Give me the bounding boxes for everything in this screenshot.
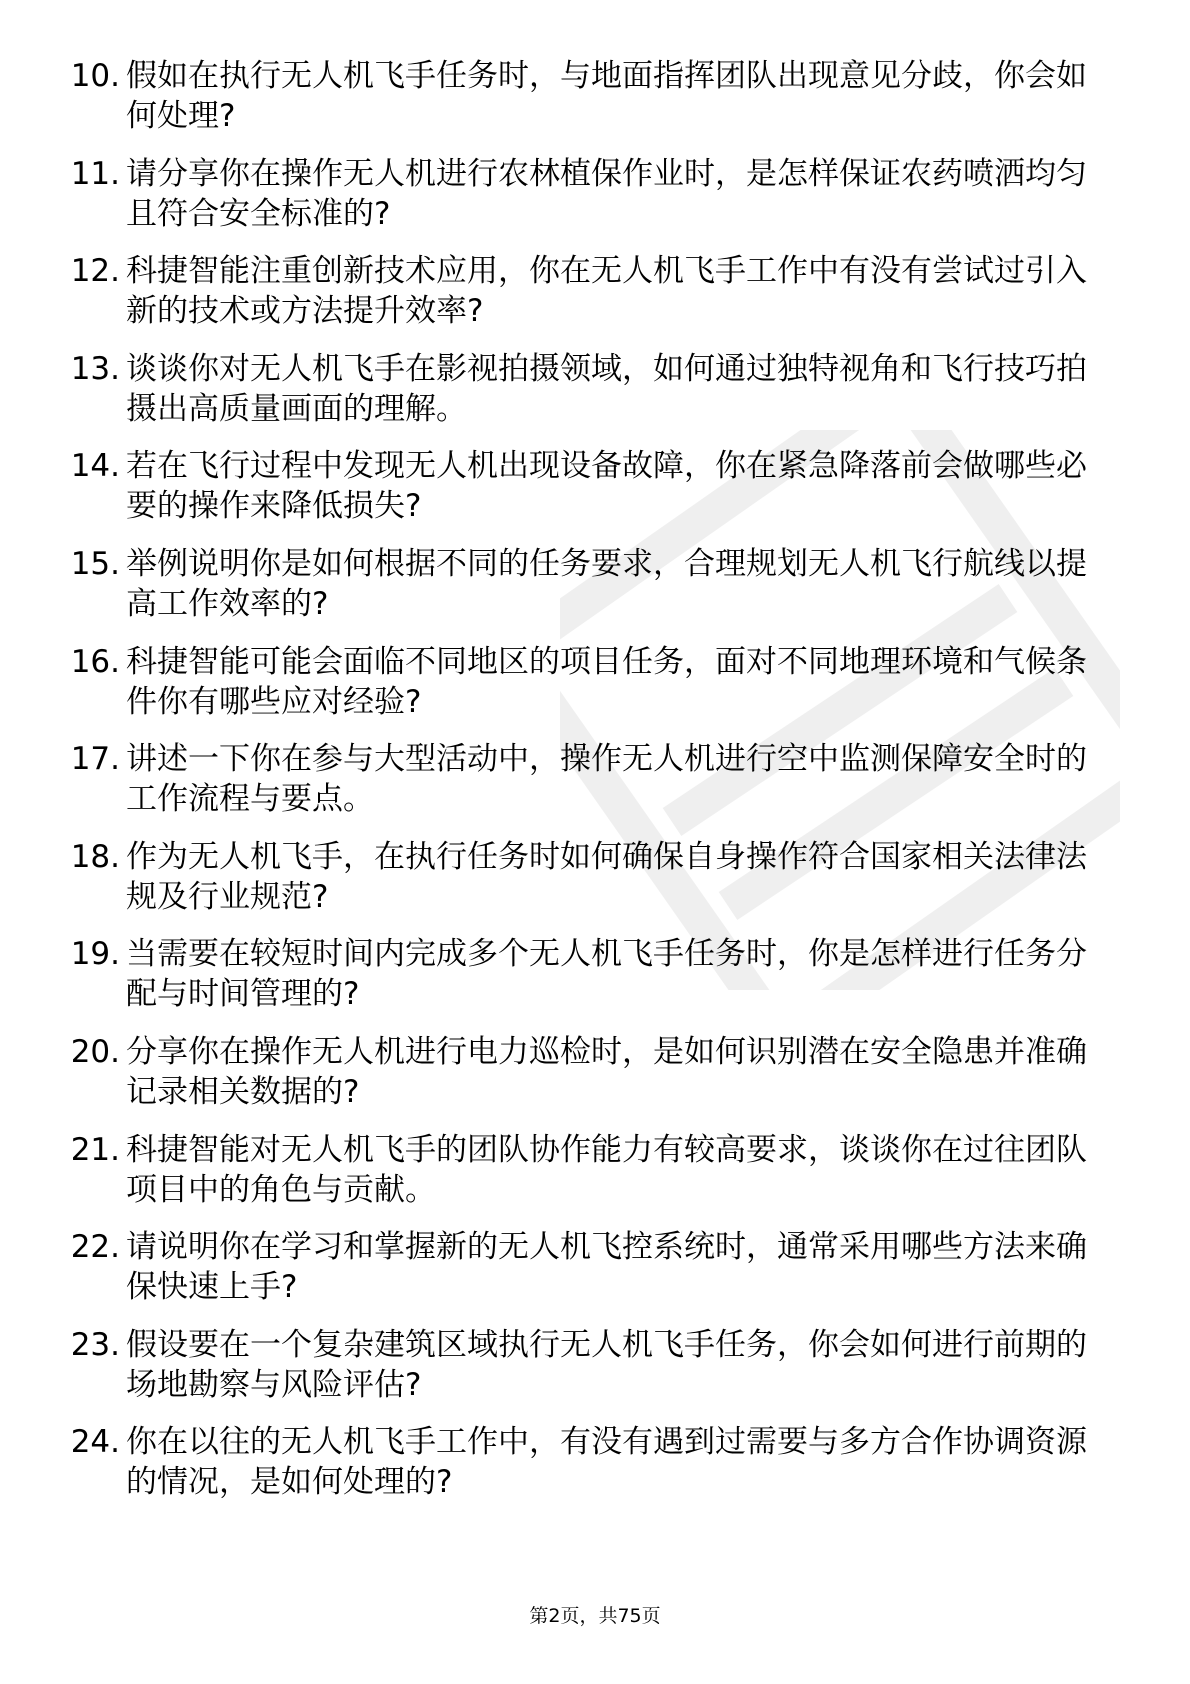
question-text: 你在以往的无人机飞手工作中，有没有遇到过需要与多方合作协调资源的情况，是如何处理的?: [126, 1424, 1087, 1501]
question-number: 17.: [70, 741, 120, 778]
question-item: [58, 251, 1108, 349]
question-text: 讲述一下你在参与大型活动中，操作无人机进行空中监测保障安全时的工作流程与要点。: [126, 741, 1087, 818]
question-item: [58, 1325, 1108, 1423]
question-item: [58, 1032, 1108, 1130]
question-item: [58, 642, 1108, 740]
question-number: 24.: [70, 1424, 120, 1461]
question-text: 假如在执行无人机飞手任务时，与地面指挥团队出现意见分歧，你会如何处理?: [126, 58, 1087, 134]
question-number: 23.: [70, 1326, 120, 1363]
question-text: 科捷智能注重创新技术应用，你在无人机飞手工作中有没有尝试过引入新的技术或方法提升效率?: [126, 253, 1087, 330]
question-number: 16.: [70, 643, 120, 680]
question-text: 谈谈你对无人机飞手在影视拍摄领域，如何通过独特视角和飞行技巧拍摄出高质量画面的理解。: [126, 350, 1087, 427]
question-item: [58, 154, 1108, 252]
question-text: 请说明你在学习和掌握新的无人机飞控系统时，通常采用哪些方法来确保快速上手?: [126, 1229, 1087, 1306]
question-number: 20.: [70, 1033, 120, 1070]
question-text: 假设要在一个复杂建筑区域执行无人机飞手任务，你会如何进行前期的场地勘察与风险评估?: [126, 1326, 1087, 1403]
question-number: 22.: [70, 1229, 120, 1266]
question-text: 科捷智能对无人机飞手的团队协作能力有较高要求，谈谈你在过往团队项目中的角色与贡献。: [126, 1131, 1087, 1208]
question-number: 18.: [70, 838, 120, 875]
question-number: 15.: [70, 545, 120, 582]
question-number: 21.: [70, 1131, 120, 1168]
question-text: 作为无人机飞手，在执行任务时如何确保自身操作符合国家相关法律法规及行业规范?: [126, 838, 1087, 915]
question-text: 科捷智能可能会面临不同地区的项目任务，面对不同地理环境和气候条件你有哪些应对经验?: [126, 643, 1087, 720]
question-number: 12.: [70, 253, 120, 290]
question-text: 若在飞行过程中发现无人机出现设备故障，你在紧急降落前会做哪些必要的操作来降低损失?: [126, 448, 1087, 525]
question-item: [58, 1422, 1108, 1520]
question-text: 当需要在较短时间内完成多个无人机飞手任务时，你是怎样进行任务分配与时间管理的?: [126, 936, 1087, 1013]
question-text: 分享你在操作无人机进行电力巡检时，是如何识别潜在安全隐患并准确记录相关数据的?: [126, 1033, 1087, 1110]
question-item: [58, 349, 1108, 447]
question-item: [58, 446, 1108, 544]
question-item: [58, 837, 1108, 935]
page-footer: 第2页，共75页: [529, 1605, 661, 1627]
question-item: [58, 56, 1108, 154]
question-item: [58, 934, 1108, 1032]
question-item: [58, 1227, 1108, 1325]
question-item: [58, 544, 1108, 642]
question-item: [58, 739, 1108, 837]
question-number: 10.: [70, 58, 120, 94]
question-text: 请分享你在操作无人机进行农林植保作业时，是怎样保证农药喷洒均匀且符合安全标准的?: [126, 155, 1087, 232]
question-item: [58, 1130, 1108, 1228]
question-text: 举例说明你是如何根据不同的任务要求，合理规划无人机飞行航线以提高工作效率的?: [126, 545, 1087, 622]
question-number: 14.: [70, 448, 120, 485]
question-list: [58, 56, 1108, 1520]
question-number: 19.: [70, 936, 120, 973]
question-number: 11.: [70, 155, 120, 192]
question-number: 13.: [70, 350, 120, 387]
